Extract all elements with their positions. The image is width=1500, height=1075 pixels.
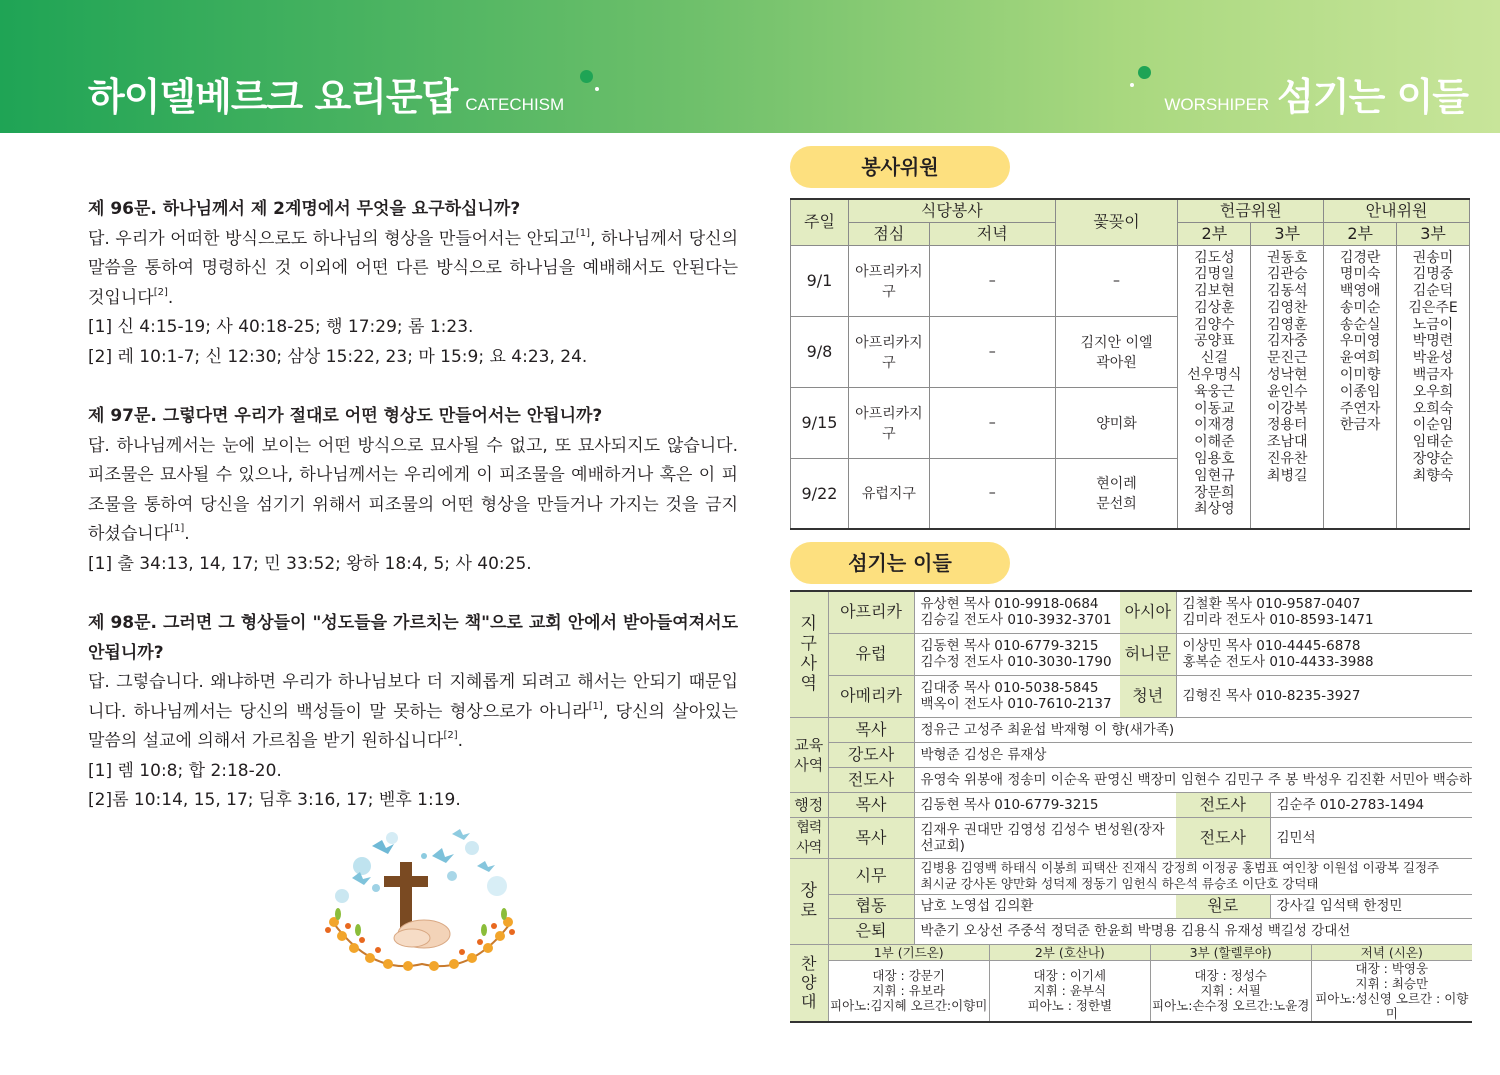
answer-part: , 당신의 살아있는 말씀의 설교에 의해서 가르침을 받기 원하십니다 xyxy=(88,701,739,751)
table-row xyxy=(790,717,1472,742)
dinner-cell: – xyxy=(929,458,1055,529)
retired-elder-names: 박춘기 오상선 주중석 정덕준 한윤희 박명용 김용식 유재성 백길성 강대선 xyxy=(914,918,1472,944)
usher-2bu-list: 김경란 명미숙 백영애 송미순 송순실 우미영 윤여희 이미향 이종임 주연자 한금자 xyxy=(1324,245,1397,529)
col-dinner-header: 저녁 xyxy=(929,222,1055,245)
header-banner xyxy=(0,0,1500,133)
education-group-label: 교육 사역 xyxy=(790,717,828,792)
flower-cell: 김지안 이엘 곽아원 xyxy=(1055,316,1178,387)
date-cell: 9/8 xyxy=(791,316,849,387)
answer-part: . xyxy=(167,287,174,308)
pastor-label: 목사 xyxy=(828,717,914,742)
volunteers-title-pill: 봉사위원 xyxy=(790,146,1010,188)
coop-pastor-label: 목사 xyxy=(828,817,914,858)
answer-part: . xyxy=(457,731,464,751)
offering-3bu-list: 권동호 김관승 김동석 김영찬 김영훈 김자중 문진근 성낙현 윤인수 이강복 정용터 조남대 진유찬 최병길 xyxy=(1251,245,1324,529)
servants-table xyxy=(790,590,1472,1023)
europe-contacts: 김동현 목사 010-6779-3215 김수정 전도사 010-3030-1790 xyxy=(914,633,1120,675)
elder-group-label: 장 로 xyxy=(790,858,828,944)
choir-name: 1부 (기드온) xyxy=(829,945,990,961)
evangelist-label: 전도사 xyxy=(828,767,914,792)
volunteers-table xyxy=(790,198,1470,530)
pastor-names: 정유근 고성주 최윤섭 박재형 이 향(새가족) xyxy=(914,717,1472,742)
table-row xyxy=(790,591,1472,633)
youth-label: 청년 xyxy=(1120,675,1176,717)
footnote-mark: [1] xyxy=(170,523,185,534)
lunch-cell: 유럽지구 xyxy=(848,458,929,529)
senior-elder-label: 원로 xyxy=(1176,894,1270,918)
choir-group-label: 찬 양 대 xyxy=(790,944,828,1022)
decor-dot xyxy=(1138,66,1151,79)
col-offering-3bu-header: 3부 xyxy=(1251,222,1324,245)
table-row xyxy=(790,944,1472,1022)
flower-cell: – xyxy=(1055,245,1178,316)
table-row xyxy=(790,675,1472,717)
table-row xyxy=(790,858,1472,894)
america-label: 아메리카 xyxy=(828,675,914,717)
table-row xyxy=(790,918,1472,944)
servants-title-pill: 섬기는 이들 xyxy=(790,542,1010,584)
asia-label: 아시아 xyxy=(1120,591,1176,633)
admin-evangelist-contact: 김순주 010-2783-1494 xyxy=(1270,792,1472,817)
question-title: 제 97문. 그렇다면 우리가 절대로 어떤 형상도 만들어서는 안됩니까? xyxy=(88,406,603,426)
choir-name: 저녁 (시온) xyxy=(1311,945,1472,961)
catechism-subtitle: CATECHISM xyxy=(465,95,565,114)
footnote-mark: [2] xyxy=(443,730,458,741)
youth-contacts: 김형진 목사 010-8235-3927 xyxy=(1176,675,1472,717)
answer-part: 답. 우리가 어떠한 방식으로도 하나님의 형상을 만들어서는 안되고 xyxy=(88,228,576,249)
decor-dot xyxy=(595,87,599,91)
lunch-cell: 아프리카지구 xyxy=(848,316,929,387)
dinner-cell: – xyxy=(929,245,1055,316)
scripture-ref: [2] 레 10:1-7; 신 12:30; 삼상 15:22, 23; 마 15:9; 요 4:23, 24. xyxy=(88,346,588,367)
question-title: 제 98문. 그러면 그 형상들이 "성도들을 가르치는 책"으로 교회 안에서 받아들여져서도 안됩니까? xyxy=(88,613,738,663)
choir-staff: 대장 : 이기세 지휘 : 윤부식 피아노 : 정한별 xyxy=(989,960,1150,1021)
choir-staff: 대장 : 정성수 지휘 : 서필 피아노:손수정 오르간:노윤경 xyxy=(1150,960,1311,1021)
table-row xyxy=(790,894,1472,918)
table-row xyxy=(790,633,1472,675)
catechism-title: 하이델베르크 요리문답 xyxy=(88,75,458,119)
scripture-ref: [1] 출 34:13, 14, 17; 민 33:52; 왕하 18:4, 5; 사 40:25. xyxy=(88,553,532,574)
admin-group-label: 행정 xyxy=(790,792,828,817)
question-97 xyxy=(88,402,738,579)
catechism-section xyxy=(88,195,738,816)
col-meal-header: 식당봉사 xyxy=(848,199,1055,222)
worshiper-title: 섬기는 이들 xyxy=(1277,75,1468,119)
footnote-mark: [1] xyxy=(588,700,603,712)
lunch-cell: 아프리카지구 xyxy=(848,387,929,458)
scripture-ref: [2]롬 10:14, 15, 17; 딤후 3:16, 17; 벧후 1:19. xyxy=(88,790,461,810)
answer-part: . xyxy=(184,524,190,544)
asia-contacts: 김철환 목사 010-9587-0407 김미라 전도사 010-8593-1471 xyxy=(1176,591,1472,633)
africa-label: 아프리카 xyxy=(828,591,914,633)
region-group-label: 지 구 사 역 xyxy=(790,591,828,717)
answer-part: 답. 하나님께서는 눈에 보이는 어떤 방식으로 묘사될 수 없고, 또 묘사되지도 않습니다. 피조물은 묘사될 수 있으나, 하나님께서는 우리에게 이 피조물을 예배하거나 혹은 이 피조물을 통하여 당신을 섬기기 위해서 피조물의 어떤 형상을 만들거나 가지는 것을 금지하셨습니다 xyxy=(88,435,738,544)
col-date-header: 주일 xyxy=(791,199,849,245)
honeymoon-contacts: 이상민 목사 010-4445-6878 홍복순 전도사 010-4433-3988 xyxy=(1176,633,1472,675)
choir-staff: 대장 : 박영웅 지휘 : 최승만 피아노:성신영 오르간 : 이향미 xyxy=(1315,960,1469,1021)
col-offering-2bu-header: 2부 xyxy=(1178,222,1251,245)
footnote-mark: [2] xyxy=(153,286,168,298)
cross-doves-illustration xyxy=(312,826,530,976)
decor-dot xyxy=(1130,83,1134,87)
date-cell: 9/22 xyxy=(791,458,849,529)
choir-staff: 대장 : 강문기 지휘 : 유보라 피아노:김지혜 오르간:이향미 xyxy=(829,960,990,1021)
decor-dot xyxy=(580,70,593,83)
col-usher-header: 안내위원 xyxy=(1324,199,1470,222)
table-row xyxy=(790,742,1472,767)
scripture-ref: [1] 신 4:15-19; 사 40:18-25; 행 17:29; 롬 1:23. xyxy=(88,317,474,337)
admin-evangelist-label: 전도사 xyxy=(1176,792,1270,817)
col-usher-3bu-header: 3부 xyxy=(1397,222,1470,245)
question-title: 제 96문. 하나님께서 제 2계명에서 무엇을 요구하십니까? xyxy=(88,199,521,219)
offering-2bu-list: 김도성 김명일 김보현 김상훈 김양수 공양표 신걸 선우명식 육웅근 이동교 이재경 이해준 임용호 임현규 장문희 최상영 xyxy=(1178,245,1251,529)
table-row xyxy=(790,792,1472,817)
active-elder-label: 시무 xyxy=(828,858,914,894)
flower-cell: 양미화 xyxy=(1055,387,1178,458)
associate-elder-names: 남호 노영섭 김의환 xyxy=(914,894,1176,918)
answer-text xyxy=(88,225,738,314)
table-row xyxy=(791,245,1470,316)
question-98 xyxy=(88,609,738,816)
answer-part: , 하나님께서 당신의 말씀을 통하여 명령하신 것 이외에 어떤 다른 방식으로 하나님을 예배해서도 안된다는 것입니다 xyxy=(88,228,739,308)
col-usher-2bu-header: 2부 xyxy=(1324,222,1397,245)
evangelist-names: 유영숙 위봉애 정송미 이순옥 판영신 백장미 임현수 김민구 주 봉 박성우 김진환 서민아 백승하 xyxy=(914,767,1472,792)
catechism-header xyxy=(88,66,564,121)
admin-pastor-contact: 김동현 목사 010-6779-3215 xyxy=(914,792,1176,817)
col-flower-header: 꽃꽂이 xyxy=(1055,199,1178,245)
worshiper-header xyxy=(1164,66,1468,121)
coop-evangelist-names: 김민석 xyxy=(1270,817,1472,858)
choir-name: 3부 (할렐루야) xyxy=(1150,945,1311,961)
col-lunch-header: 점심 xyxy=(848,222,929,245)
retired-elder-label: 은퇴 xyxy=(828,918,914,944)
date-cell: 9/1 xyxy=(791,245,849,316)
col-offering-header: 헌금위원 xyxy=(1178,199,1324,222)
worshiper-subtitle: WORSHIPER xyxy=(1164,95,1270,114)
answer-text xyxy=(88,668,738,757)
choir-name: 2부 (호산나) xyxy=(989,945,1150,961)
dinner-cell: – xyxy=(929,316,1055,387)
america-contacts: 김대중 목사 010-5038-5845 백옥이 전도사 010-7610-2137 xyxy=(914,675,1120,717)
question-96 xyxy=(88,195,738,372)
associate-elder-label: 협동 xyxy=(828,894,914,918)
dinner-cell: – xyxy=(929,387,1055,458)
answer-part: 답. 그렇습니다. 왜냐하면 우리가 하나님보다 더 지혜롭게 되려고 해서는 안되기 때문입니다. 하나님께서는 당신의 백성들이 말 못하는 형상으로가 아니라 xyxy=(88,672,738,722)
coop-evangelist-label: 전도사 xyxy=(1176,817,1270,858)
table-row xyxy=(790,817,1472,858)
table-row xyxy=(790,767,1472,792)
lecturer-label: 강도사 xyxy=(828,742,914,767)
europe-label: 유럽 xyxy=(828,633,914,675)
senior-elder-names: 강사길 임석택 한정민 xyxy=(1270,894,1472,918)
lecturer-names: 박형준 김성은 류재상 xyxy=(914,742,1472,767)
date-cell: 9/15 xyxy=(791,387,849,458)
coop-pastor-names: 김재우 권대만 김영성 김성수 변성원(장자선교회) xyxy=(914,817,1176,858)
coop-group-label: 협력사역 xyxy=(790,817,828,858)
choir-panel xyxy=(828,944,1472,1022)
lunch-cell: 아프리카지구 xyxy=(848,245,929,316)
africa-contacts: 유상현 목사 010-9918-0684 김승길 전도사 010-3932-3701 xyxy=(914,591,1120,633)
flower-cell: 현이레 문선희 xyxy=(1055,458,1178,529)
choir-table xyxy=(829,945,1473,1021)
scripture-ref: [1] 렘 10:8; 합 2:18-20. xyxy=(88,760,282,781)
honeymoon-label: 허니문 xyxy=(1120,633,1176,675)
usher-3bu-list: 권송미 김명중 김순덕 김은주E 노금이 박명련 박윤성 백금자 오우희 오희숙 이순임 임태순 장양순 최향숙 xyxy=(1397,245,1470,529)
active-elder-names: 김병용 김영백 하태식 이봉희 피택산 진재식 강정희 이정공 홍범표 여인창 이원섭 이광복 길정주 최시균 강사돈 양만화 성덕제 정동기 임헌식 하은석 류승조 이단호 강덕태 xyxy=(914,858,1472,894)
answer-text xyxy=(88,432,738,550)
admin-pastor-label: 목사 xyxy=(828,792,914,817)
footnote-mark: [1] xyxy=(575,227,591,239)
